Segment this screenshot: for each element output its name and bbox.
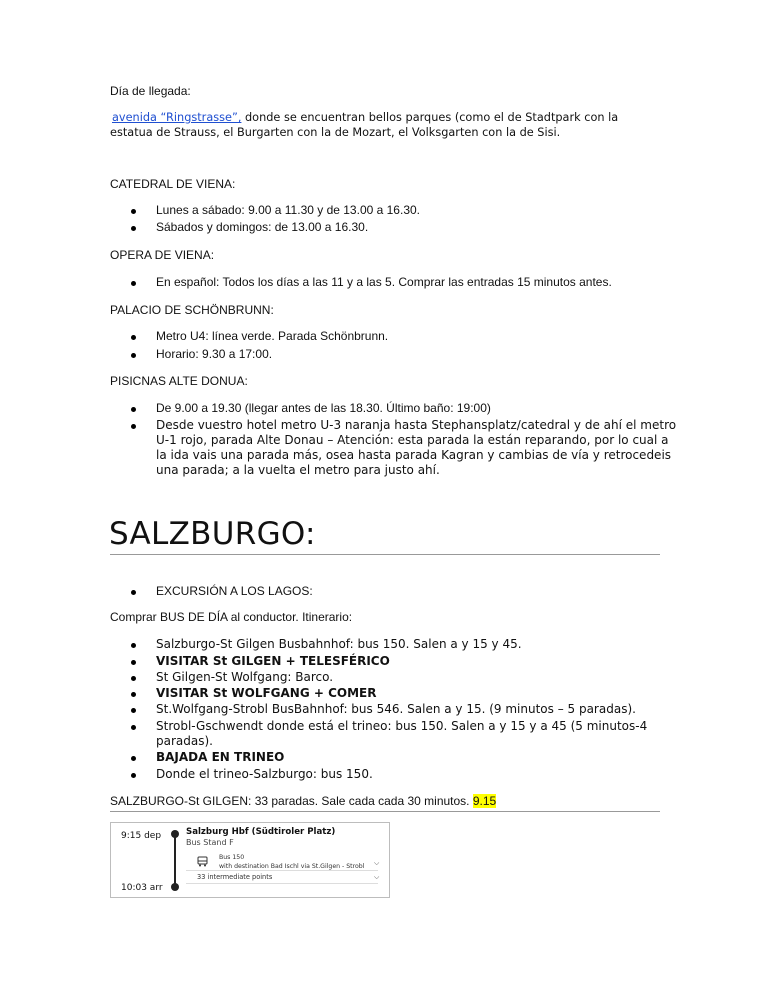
itinerary-item: St.Wolfgang-Strobl BusBahnhof: bus 546. Salen a y 15. (9 minutos – 5 paradas). — [156, 702, 636, 716]
salzburgo-gilgen-text: SALZBURGO-St GILGEN: 33 paradas. Sale cada cada 30 minutos. — [110, 794, 473, 808]
comprar-line: Comprar BUS DE DÍA al conductor. Itinerario: — [110, 610, 353, 624]
itinerary-item: VISITAR St GILGEN + TELESFÉRICO — [156, 654, 390, 668]
catedral-title: CATEDRAL DE VIENA: — [110, 177, 236, 191]
departure-time: 9:15 dep — [121, 831, 162, 841]
bullet — [131, 692, 136, 697]
stop-name: Salzburg Hbf (Südtiroler Platz) — [186, 827, 336, 837]
opera-title: OPERA DE VIENA: — [110, 248, 215, 262]
paragraph-rule — [110, 811, 660, 812]
bus-icon — [197, 856, 208, 867]
bullet — [131, 407, 136, 412]
divider — [186, 883, 378, 884]
salzburgo-gilgen-line — [110, 794, 496, 809]
itinerary-item: VISITAR St WOLFGANG + COMER — [156, 686, 377, 700]
bus-number: Bus 150 — [219, 854, 245, 861]
bullet — [131, 281, 136, 286]
itinerary-item: St Gilgen-St Wolfgang: Barco. — [156, 670, 334, 684]
bus-stand: Bus Stand F — [186, 838, 234, 847]
bullet — [131, 660, 136, 665]
salzburgo-heading: SALZBURGO: — [109, 516, 316, 552]
itinerary-item-continued: paradas). — [156, 734, 213, 748]
piscinas-item-line: una parada; a la vuelta el metro para justo ahí. — [156, 463, 440, 477]
opera-item: En español: Todos los días a las 11 y a las 5. Comprar las entradas 15 minutos antes. — [156, 275, 612, 289]
palacio-item: Metro U4: línea verde. Parada Schönbrunn. — [156, 329, 389, 343]
chevron-down-icon[interactable]: ⌵ — [374, 859, 380, 867]
piscinas-item-line: la ida vais una parada más, osea hasta parada Kagran y cambias de vía y retrocedeis — [156, 448, 672, 462]
bullet — [131, 353, 136, 358]
bullet — [131, 676, 136, 681]
bullet — [131, 209, 136, 214]
bullet — [131, 226, 136, 231]
bullet — [131, 424, 136, 429]
bullet — [131, 708, 136, 713]
piscinas-item: De 9.00 a 19.30 (llegar antes de las 18.30. Último baño: 19:00) — [156, 401, 491, 415]
bullet — [131, 756, 136, 761]
bus-destination: with destination Bad Ischl via St.Gilgen - Strobl — [219, 863, 365, 870]
heading-rule — [110, 554, 660, 555]
bullet — [131, 335, 136, 340]
bullet — [131, 725, 136, 730]
itinerary-item: Strobl-Gschwendt donde está el trineo: bus 150. Salen a y 15 y a 45 (5 minutos-4 — [156, 719, 648, 733]
route-line — [174, 833, 176, 889]
palacio-item: Horario: 9.30 a 17:00. — [156, 347, 273, 361]
piscinas-item-line: Desde vuestro hotel metro U-3 naranja hasta Stephansplatz/catedral y de ahí el metro — [156, 418, 677, 432]
chevron-down-icon[interactable]: ⌵ — [374, 873, 380, 881]
bullet — [131, 643, 136, 648]
route-card — [110, 822, 390, 898]
ringstrasse-line-2: estatua de Strauss, el Burgarten con la de Mozart, el Volksgarten con la de Sisi. — [110, 126, 561, 139]
excursion-item: EXCURSIÓN A LOS LAGOS: — [156, 584, 313, 598]
bullet — [131, 773, 136, 778]
palacio-title: PALACIO DE SCHÖNBRUNN: — [110, 303, 274, 317]
catedral-item: Sábados y domingos: de 13.00 a 16.30. — [156, 220, 369, 234]
highlighted-time: 9.15 — [472, 794, 497, 808]
piscinas-title: PISICNAS ALTE DONUA: — [110, 374, 248, 388]
stop-dot — [171, 883, 179, 891]
itinerary-item: Salzburgo-St Gilgen Busbahnhof: bus 150. Salen a y 15 y 45. — [156, 637, 522, 651]
ringstrasse-link[interactable]: avenida “Ringstrasse”, — [112, 111, 242, 124]
itinerary-item: BAJADA EN TRINEO — [156, 750, 285, 764]
ringstrasse-text: donde se encuentran bellos parques (como el de Stadtpark con la — [241, 111, 619, 124]
stop-dot — [171, 830, 179, 838]
arrival-label: Día de llegada: — [110, 84, 191, 98]
bullet — [131, 590, 136, 595]
intermediate-points[interactable]: 33 intermediate points — [197, 873, 273, 881]
catedral-item: Lunes a sábado: 9.00 a 11.30 y de 13.00 a 16.30. — [156, 203, 420, 217]
ringstrasse-paragraph — [112, 110, 618, 125]
itinerary-item: Donde el trineo-Salzburgo: bus 150. — [156, 767, 373, 781]
divider — [186, 870, 378, 871]
piscinas-item-line: U-1 rojo, parada Alte Donau – Atención: esta parada la están reparando, por lo cual a — [156, 433, 669, 447]
arrival-time: 10:03 arr — [121, 883, 163, 893]
